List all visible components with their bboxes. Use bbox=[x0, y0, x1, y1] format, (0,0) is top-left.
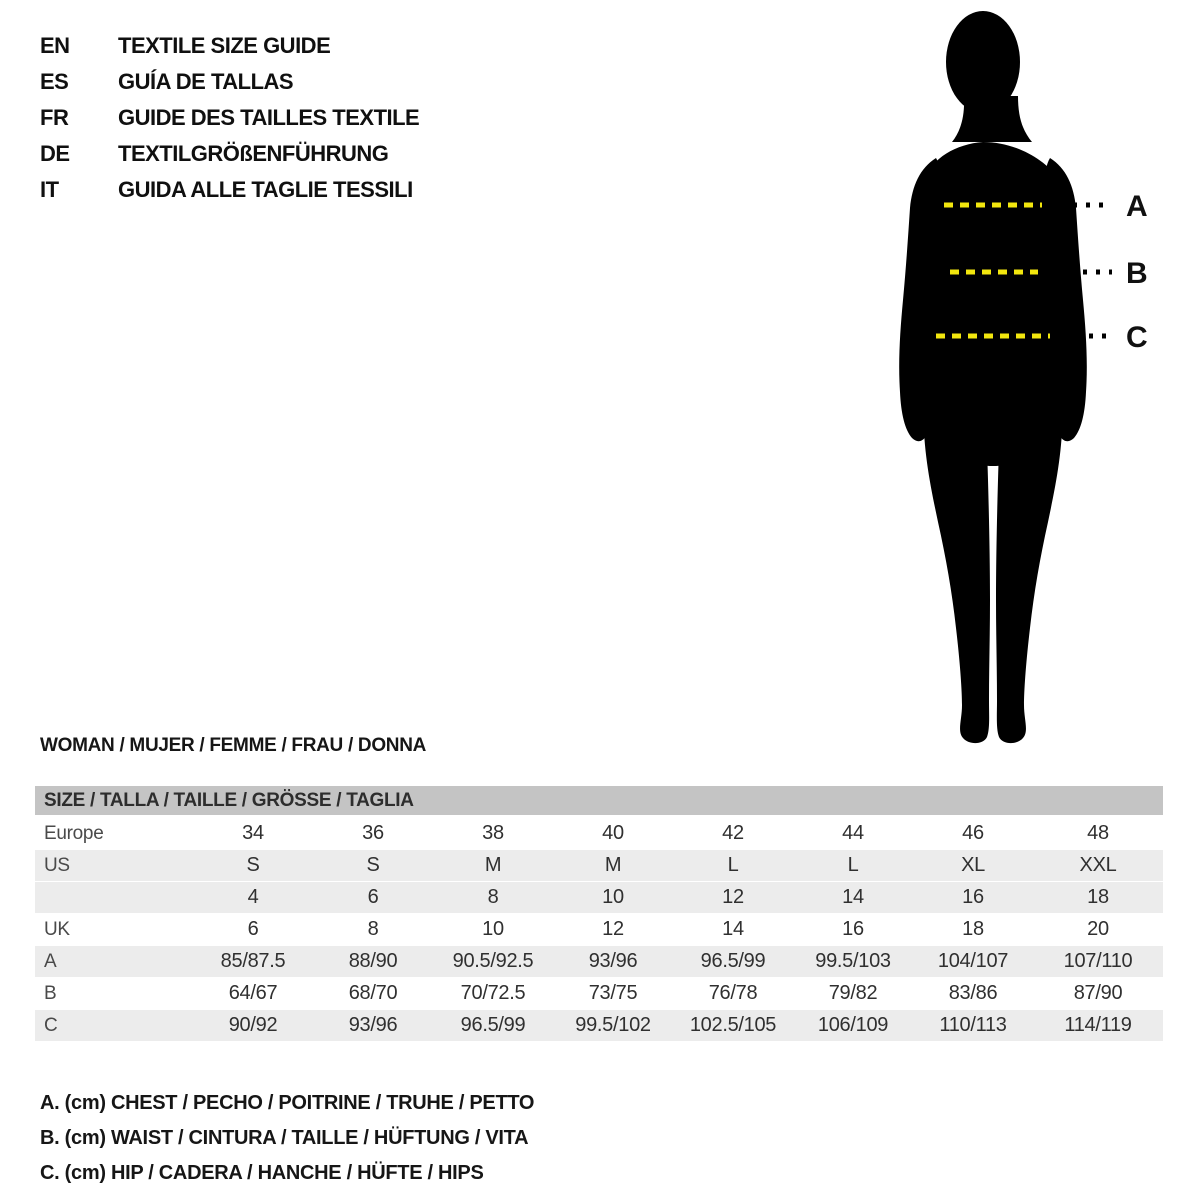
size-table-cell: 10 bbox=[602, 886, 624, 908]
size-table-row bbox=[35, 978, 1163, 1010]
size-table-cell: 14 bbox=[722, 918, 744, 940]
size-table-cell: 20 bbox=[1087, 918, 1109, 940]
size-table-cell: 110/113 bbox=[939, 1014, 1007, 1036]
language-row bbox=[40, 136, 419, 172]
size-table-cell: 93/96 bbox=[348, 1014, 398, 1036]
woman-silhouette bbox=[880, 0, 1200, 760]
size-table-cell: 12 bbox=[722, 886, 744, 908]
size-table-row-label: UK bbox=[44, 918, 70, 940]
size-table-cell: 48 bbox=[1087, 822, 1109, 844]
language-row bbox=[40, 100, 419, 136]
size-table-cell: 44 bbox=[842, 822, 864, 844]
size-table-row bbox=[35, 1010, 1163, 1042]
measurement-figure bbox=[880, 0, 1200, 760]
size-table-cell: S bbox=[246, 854, 260, 876]
guide-title-text: TEXTILGRÖßENFÜHRUNG bbox=[118, 141, 389, 166]
legend-line: B. (cm) WAIST / CINTURA / TAILLE / HÜFTUNG / VITA bbox=[40, 1127, 529, 1149]
legend-line: A. (cm) CHEST / PECHO / POITRINE / TRUHE / PETTO bbox=[40, 1092, 535, 1114]
size-table-row bbox=[35, 882, 1163, 914]
marker-label-a: A bbox=[1126, 190, 1148, 223]
language-code-label: EN bbox=[40, 33, 70, 58]
language-row bbox=[40, 64, 419, 100]
gender-section-title: WOMAN / MUJER / FEMME / FRAU / DONNA bbox=[40, 735, 427, 756]
size-table-cell: 40 bbox=[602, 822, 624, 844]
marker-label-c: C bbox=[1126, 321, 1148, 354]
size-table-row-label: Europe bbox=[44, 822, 104, 844]
guide-title-text: GUIDA ALLE TAGLIE TESSILI bbox=[118, 177, 413, 202]
size-table bbox=[35, 786, 1163, 1042]
size-table-cell: 87/90 bbox=[1073, 982, 1123, 1004]
size-table-cell: 36 bbox=[362, 822, 384, 844]
size-table-cell: 6 bbox=[367, 886, 379, 908]
size-table-cell: 34 bbox=[242, 822, 264, 844]
guide-title-text: TEXTILE SIZE GUIDE bbox=[118, 33, 331, 58]
size-table-cell: 12 bbox=[602, 918, 624, 940]
size-table-cell: 64/67 bbox=[228, 982, 278, 1004]
size-table-row-label: US bbox=[44, 854, 70, 876]
size-table-cell: 6 bbox=[247, 918, 259, 940]
size-table-cell: XXL bbox=[1079, 854, 1117, 876]
size-table-cell: 99.5/103 bbox=[815, 950, 891, 972]
size-table-cell: 99.5/102 bbox=[575, 1014, 651, 1036]
size-table-cell: 70/72.5 bbox=[460, 982, 526, 1004]
size-table-cell: 38 bbox=[482, 822, 504, 844]
size-table-cell: XL bbox=[961, 854, 985, 876]
size-table-row bbox=[35, 818, 1163, 850]
size-table-cell: 106/109 bbox=[817, 1014, 889, 1036]
size-table-cell: L bbox=[847, 854, 859, 876]
size-table-row bbox=[35, 914, 1163, 946]
language-title-list bbox=[40, 28, 419, 208]
size-table-cell: L bbox=[727, 854, 739, 876]
language-code-label: ES bbox=[40, 69, 69, 94]
size-table-row bbox=[35, 946, 1163, 978]
size-table-cell: 88/90 bbox=[348, 950, 398, 972]
woman-body-shape bbox=[899, 11, 1087, 743]
size-table-cell: 114/119 bbox=[1064, 1014, 1132, 1036]
size-table-row bbox=[35, 850, 1163, 882]
size-table-cell: 96.5/99 bbox=[460, 1014, 526, 1036]
legend-line: C. (cm) HIP / CADERA / HANCHE / HÜFTE / HIPS bbox=[40, 1162, 484, 1184]
size-table-row-label: C bbox=[44, 1014, 58, 1036]
size-table-cell: 4 bbox=[247, 886, 259, 908]
size-table-cell: 107/110 bbox=[1063, 950, 1133, 972]
language-code-label: DE bbox=[40, 141, 70, 166]
size-table-cell: 68/70 bbox=[348, 982, 398, 1004]
size-table-header: SIZE / TALLA / TAILLE / GRÖSSE / TAGLIA bbox=[35, 786, 1163, 815]
size-table-cell: 16 bbox=[962, 886, 984, 908]
language-code-label: IT bbox=[40, 177, 59, 202]
size-table-cell: 10 bbox=[482, 918, 504, 940]
size-table-cell: 16 bbox=[842, 918, 864, 940]
size-table-cell: 90.5/92.5 bbox=[452, 950, 534, 972]
size-table-cell: 8 bbox=[487, 886, 499, 908]
size-table-cell: 85/87.5 bbox=[220, 950, 286, 972]
size-table-cell: 73/75 bbox=[588, 982, 638, 1004]
size-table-cell: 42 bbox=[722, 822, 744, 844]
size-table-cell: 79/82 bbox=[828, 982, 878, 1004]
language-row bbox=[40, 28, 419, 64]
size-table-cell: 8 bbox=[367, 918, 379, 940]
size-table-cell: 96.5/99 bbox=[700, 950, 766, 972]
language-code-label: FR bbox=[40, 105, 69, 130]
size-table-cell: 18 bbox=[1087, 886, 1109, 908]
size-table-cell: M bbox=[484, 854, 502, 876]
language-row bbox=[40, 172, 419, 208]
size-table-cell: S bbox=[366, 854, 380, 876]
guide-title-text: GUÍA DE TALLAS bbox=[118, 69, 294, 94]
guide-title-text: GUIDE DES TAILLES TEXTILE bbox=[118, 105, 420, 130]
size-table-cell: 93/96 bbox=[588, 950, 638, 972]
size-table-cell: 83/86 bbox=[948, 982, 998, 1004]
size-table-cell: 76/78 bbox=[708, 982, 758, 1004]
measurement-legend bbox=[40, 1086, 534, 1191]
marker-label-b: B bbox=[1126, 257, 1148, 290]
size-table-row-label: A bbox=[44, 950, 57, 972]
size-table-cell: 18 bbox=[962, 918, 984, 940]
size-table-cell: 102.5/105 bbox=[689, 1014, 777, 1036]
size-table-cell: 46 bbox=[962, 822, 984, 844]
size-table-cell: 14 bbox=[842, 886, 864, 908]
size-table-row-label: B bbox=[44, 982, 57, 1004]
size-table-cell: M bbox=[604, 854, 622, 876]
size-table-cell: 104/107 bbox=[937, 950, 1009, 972]
size-table-cell: 90/92 bbox=[228, 1014, 278, 1036]
